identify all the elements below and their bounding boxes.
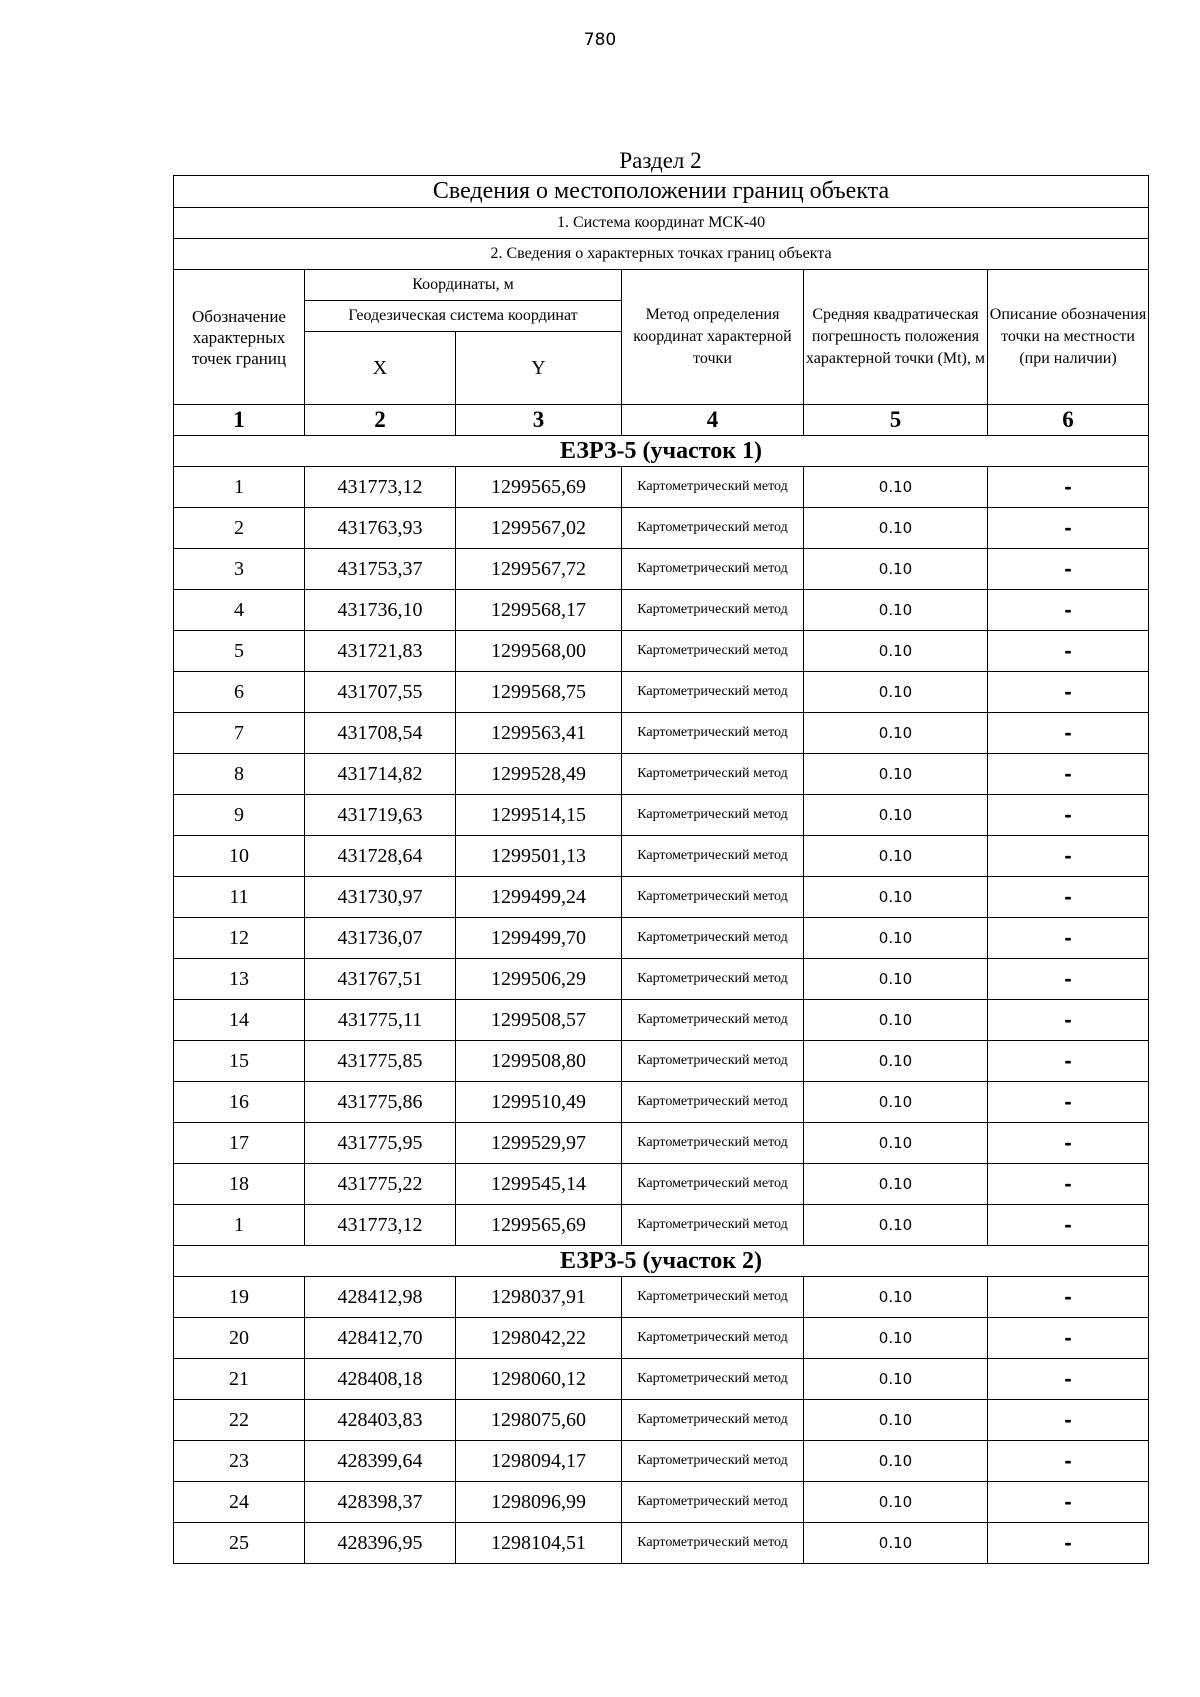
cell-method: Картометрический метод — [622, 1359, 804, 1400]
table-row — [174, 754, 1149, 795]
cell-x: 431775,22 — [305, 1164, 456, 1205]
cell-accuracy: 0.10 — [804, 672, 988, 713]
cell-x: 431730,97 — [305, 877, 456, 918]
cell-method: Картометрический метод — [622, 1000, 804, 1041]
cell-y: 1298037,91 — [456, 1277, 622, 1318]
column-number: 2 — [305, 405, 456, 436]
cell-y: 1299506,29 — [456, 959, 622, 1000]
cell-y: 1299568,75 — [456, 672, 622, 713]
cell-x: 431775,95 — [305, 1123, 456, 1164]
cell-method: Картометрический метод — [622, 1082, 804, 1123]
cell-y: 1299545,14 — [456, 1164, 622, 1205]
header-y: Y — [456, 332, 622, 405]
cell-description: - — [988, 508, 1149, 549]
cell-x: 431728,64 — [305, 836, 456, 877]
cell-point: 25 — [174, 1523, 305, 1564]
table-row — [174, 1205, 1149, 1246]
cell-y: 1299514,15 — [456, 795, 622, 836]
cell-point: 14 — [174, 1000, 305, 1041]
cell-accuracy: 0.10 — [804, 1482, 988, 1523]
column-number: 1 — [174, 405, 305, 436]
group-row — [174, 1246, 1149, 1277]
cell-description: - — [988, 1205, 1149, 1246]
points-heading: 2. Сведения о характерных точках границ объекта — [174, 239, 1149, 270]
cell-point: 1 — [174, 1205, 305, 1246]
table-row — [174, 836, 1149, 877]
header-description: Описание обозначения точки на местности (при наличии) — [988, 270, 1149, 405]
table-row — [174, 1523, 1149, 1564]
cell-y: 1298042,22 — [456, 1318, 622, 1359]
cell-x: 431773,12 — [305, 467, 456, 508]
cell-description: - — [988, 836, 1149, 877]
cell-point: 10 — [174, 836, 305, 877]
cell-method: Картометрический метод — [622, 672, 804, 713]
cell-method: Картометрический метод — [622, 1123, 804, 1164]
cell-accuracy: 0.10 — [804, 959, 988, 1000]
cell-method: Картометрический метод — [622, 631, 804, 672]
cell-accuracy: 0.10 — [804, 1205, 988, 1246]
cell-method: Картометрический метод — [622, 467, 804, 508]
table-row — [174, 467, 1149, 508]
table-row — [174, 1482, 1149, 1523]
cell-description: - — [988, 1277, 1149, 1318]
cell-accuracy: 0.10 — [804, 877, 988, 918]
cell-method: Картометрический метод — [622, 1318, 804, 1359]
cell-method: Картометрический метод — [622, 1523, 804, 1564]
cell-x: 431775,85 — [305, 1041, 456, 1082]
cell-method: Картометрический метод — [622, 549, 804, 590]
cell-y: 1299528,49 — [456, 754, 622, 795]
cell-point: 21 — [174, 1359, 305, 1400]
table-row — [174, 918, 1149, 959]
cell-y: 1299565,69 — [456, 1205, 622, 1246]
cell-description: - — [988, 1123, 1149, 1164]
cell-accuracy: 0.10 — [804, 1277, 988, 1318]
cell-accuracy: 0.10 — [804, 1000, 988, 1041]
cell-accuracy: 0.10 — [804, 1400, 988, 1441]
header-method: Метод определения координат характерной точки — [622, 270, 804, 405]
header-x: X — [305, 332, 456, 405]
cell-point: 23 — [174, 1441, 305, 1482]
cell-description: - — [988, 672, 1149, 713]
boundary-points-table — [173, 175, 1149, 1564]
cell-y: 1298104,51 — [456, 1523, 622, 1564]
cell-y: 1299501,13 — [456, 836, 622, 877]
cell-method: Картометрический метод — [622, 877, 804, 918]
cell-y: 1299567,72 — [456, 549, 622, 590]
cell-accuracy: 0.10 — [804, 590, 988, 631]
cell-accuracy: 0.10 — [804, 795, 988, 836]
table-row — [174, 672, 1149, 713]
column-number: 6 — [988, 405, 1149, 436]
cell-accuracy: 0.10 — [804, 713, 988, 754]
cell-y: 1299529,97 — [456, 1123, 622, 1164]
cell-description: - — [988, 918, 1149, 959]
cell-accuracy: 0.10 — [804, 1123, 988, 1164]
coordinate-system-line: 1. Система координат МСК-40 — [174, 208, 1149, 239]
cell-x: 431767,51 — [305, 959, 456, 1000]
cell-x: 428399,64 — [305, 1441, 456, 1482]
cell-point: 20 — [174, 1318, 305, 1359]
cell-method: Картометрический метод — [622, 1441, 804, 1482]
cell-method: Картометрический метод — [622, 1205, 804, 1246]
cell-y: 1298060,12 — [456, 1359, 622, 1400]
column-number: 4 — [622, 405, 804, 436]
cell-point: 17 — [174, 1123, 305, 1164]
cell-description: - — [988, 549, 1149, 590]
cell-x: 431736,10 — [305, 590, 456, 631]
cell-accuracy: 0.10 — [804, 836, 988, 877]
group-title: ЕЗРЗ-5 (участок 1) — [174, 436, 1149, 467]
cell-x: 428408,18 — [305, 1359, 456, 1400]
cell-x: 428412,98 — [305, 1277, 456, 1318]
table-row — [174, 959, 1149, 1000]
cell-x: 431753,37 — [305, 549, 456, 590]
cell-method: Картометрический метод — [622, 1400, 804, 1441]
cell-description: - — [988, 795, 1149, 836]
cell-y: 1299565,69 — [456, 467, 622, 508]
cell-x: 431775,86 — [305, 1082, 456, 1123]
cell-accuracy: 0.10 — [804, 549, 988, 590]
cell-point: 4 — [174, 590, 305, 631]
cell-accuracy: 0.10 — [804, 1359, 988, 1400]
table-row — [174, 590, 1149, 631]
cell-description: - — [988, 1400, 1149, 1441]
cell-method: Картометрический метод — [622, 1164, 804, 1205]
table-row — [174, 1000, 1149, 1041]
cell-point: 13 — [174, 959, 305, 1000]
cell-description: - — [988, 754, 1149, 795]
column-number: 3 — [456, 405, 622, 436]
section-title: Раздел 2 — [619, 148, 702, 173]
cell-method: Картометрический метод — [622, 918, 804, 959]
cell-point: 24 — [174, 1482, 305, 1523]
cell-x: 428396,95 — [305, 1523, 456, 1564]
cell-description: - — [988, 1482, 1149, 1523]
cell-point: 12 — [174, 918, 305, 959]
cell-y: 1299510,49 — [456, 1082, 622, 1123]
table-row — [174, 1277, 1149, 1318]
cell-point: 15 — [174, 1041, 305, 1082]
table-row — [174, 508, 1149, 549]
table-title: Сведения о местоположении границ объекта — [174, 176, 1149, 208]
cell-method: Картометрический метод — [622, 713, 804, 754]
cell-accuracy: 0.10 — [804, 631, 988, 672]
cell-point: 19 — [174, 1277, 305, 1318]
table-row — [174, 1400, 1149, 1441]
header-geodetic-system: Геодезическая система координат — [305, 301, 622, 332]
cell-description: - — [988, 1082, 1149, 1123]
cell-x: 431708,54 — [305, 713, 456, 754]
cell-method: Картометрический метод — [622, 508, 804, 549]
cell-y: 1298094,17 — [456, 1441, 622, 1482]
cell-point: 9 — [174, 795, 305, 836]
cell-x: 431707,55 — [305, 672, 456, 713]
page-number: 780 — [583, 30, 617, 50]
cell-point: 7 — [174, 713, 305, 754]
cell-y: 1299568,17 — [456, 590, 622, 631]
cell-description: - — [988, 1523, 1149, 1564]
header-designation: Обозначение характерных точек границ — [174, 270, 305, 405]
cell-description: - — [988, 877, 1149, 918]
cell-accuracy: 0.10 — [804, 1082, 988, 1123]
cell-method: Картометрический метод — [622, 836, 804, 877]
cell-point: 3 — [174, 549, 305, 590]
cell-accuracy: 0.10 — [804, 918, 988, 959]
cell-description: - — [988, 1164, 1149, 1205]
cell-accuracy: 0.10 — [804, 1164, 988, 1205]
table-row — [174, 631, 1149, 672]
cell-method: Картометрический метод — [622, 754, 804, 795]
cell-point: 11 — [174, 877, 305, 918]
cell-y: 1299568,00 — [456, 631, 622, 672]
cell-x: 431719,63 — [305, 795, 456, 836]
cell-description: - — [988, 1359, 1149, 1400]
cell-description: - — [988, 590, 1149, 631]
cell-accuracy: 0.10 — [804, 754, 988, 795]
cell-y: 1299563,41 — [456, 713, 622, 754]
cell-x: 431775,11 — [305, 1000, 456, 1041]
cell-method: Картометрический метод — [622, 795, 804, 836]
cell-accuracy: 0.10 — [804, 508, 988, 549]
cell-accuracy: 0.10 — [804, 1523, 988, 1564]
cell-y: 1298075,60 — [456, 1400, 622, 1441]
header-accuracy: Средняя квадратическая погрешность положения характерной точки (Mt), м — [804, 270, 988, 405]
table-row — [174, 1082, 1149, 1123]
cell-x: 431763,93 — [305, 508, 456, 549]
cell-x: 431773,12 — [305, 1205, 456, 1246]
cell-point: 8 — [174, 754, 305, 795]
cell-y: 1299567,02 — [456, 508, 622, 549]
cell-accuracy: 0.10 — [804, 467, 988, 508]
table-row — [174, 877, 1149, 918]
cell-description: - — [988, 1318, 1149, 1359]
table-row — [174, 1441, 1149, 1482]
cell-point: 6 — [174, 672, 305, 713]
cell-point: 18 — [174, 1164, 305, 1205]
cell-description: - — [988, 959, 1149, 1000]
header-coordinates: Координаты, м — [305, 270, 622, 301]
table-row — [174, 1359, 1149, 1400]
cell-method: Картометрический метод — [622, 590, 804, 631]
group-title: ЕЗРЗ-5 (участок 2) — [174, 1246, 1149, 1277]
cell-y: 1299508,80 — [456, 1041, 622, 1082]
group-row — [174, 436, 1149, 467]
cell-x: 431721,83 — [305, 631, 456, 672]
cell-description: - — [988, 713, 1149, 754]
cell-point: 22 — [174, 1400, 305, 1441]
cell-method: Картометрический метод — [622, 1041, 804, 1082]
cell-description: - — [988, 1441, 1149, 1482]
cell-y: 1299508,57 — [456, 1000, 622, 1041]
cell-method: Картометрический метод — [622, 959, 804, 1000]
cell-x: 431714,82 — [305, 754, 456, 795]
column-number: 5 — [804, 405, 988, 436]
cell-method: Картометрический метод — [622, 1482, 804, 1523]
cell-point: 2 — [174, 508, 305, 549]
cell-y: 1299499,70 — [456, 918, 622, 959]
cell-point: 1 — [174, 467, 305, 508]
table-row — [174, 1041, 1149, 1082]
table-row — [174, 713, 1149, 754]
cell-description: - — [988, 631, 1149, 672]
cell-x: 431736,07 — [305, 918, 456, 959]
cell-accuracy: 0.10 — [804, 1041, 988, 1082]
cell-accuracy: 0.10 — [804, 1318, 988, 1359]
cell-accuracy: 0.10 — [804, 1441, 988, 1482]
table-row — [174, 549, 1149, 590]
table-row — [174, 795, 1149, 836]
table-row — [174, 1164, 1149, 1205]
table-row — [174, 1123, 1149, 1164]
cell-x: 428412,70 — [305, 1318, 456, 1359]
cell-x: 428398,37 — [305, 1482, 456, 1523]
cell-y: 1299499,24 — [456, 877, 622, 918]
cell-x: 428403,83 — [305, 1400, 456, 1441]
cell-method: Картометрический метод — [622, 1277, 804, 1318]
cell-point: 16 — [174, 1082, 305, 1123]
cell-y: 1298096,99 — [456, 1482, 622, 1523]
cell-description: - — [988, 1041, 1149, 1082]
cell-point: 5 — [174, 631, 305, 672]
table-row — [174, 1318, 1149, 1359]
cell-description: - — [988, 1000, 1149, 1041]
cell-description: - — [988, 467, 1149, 508]
